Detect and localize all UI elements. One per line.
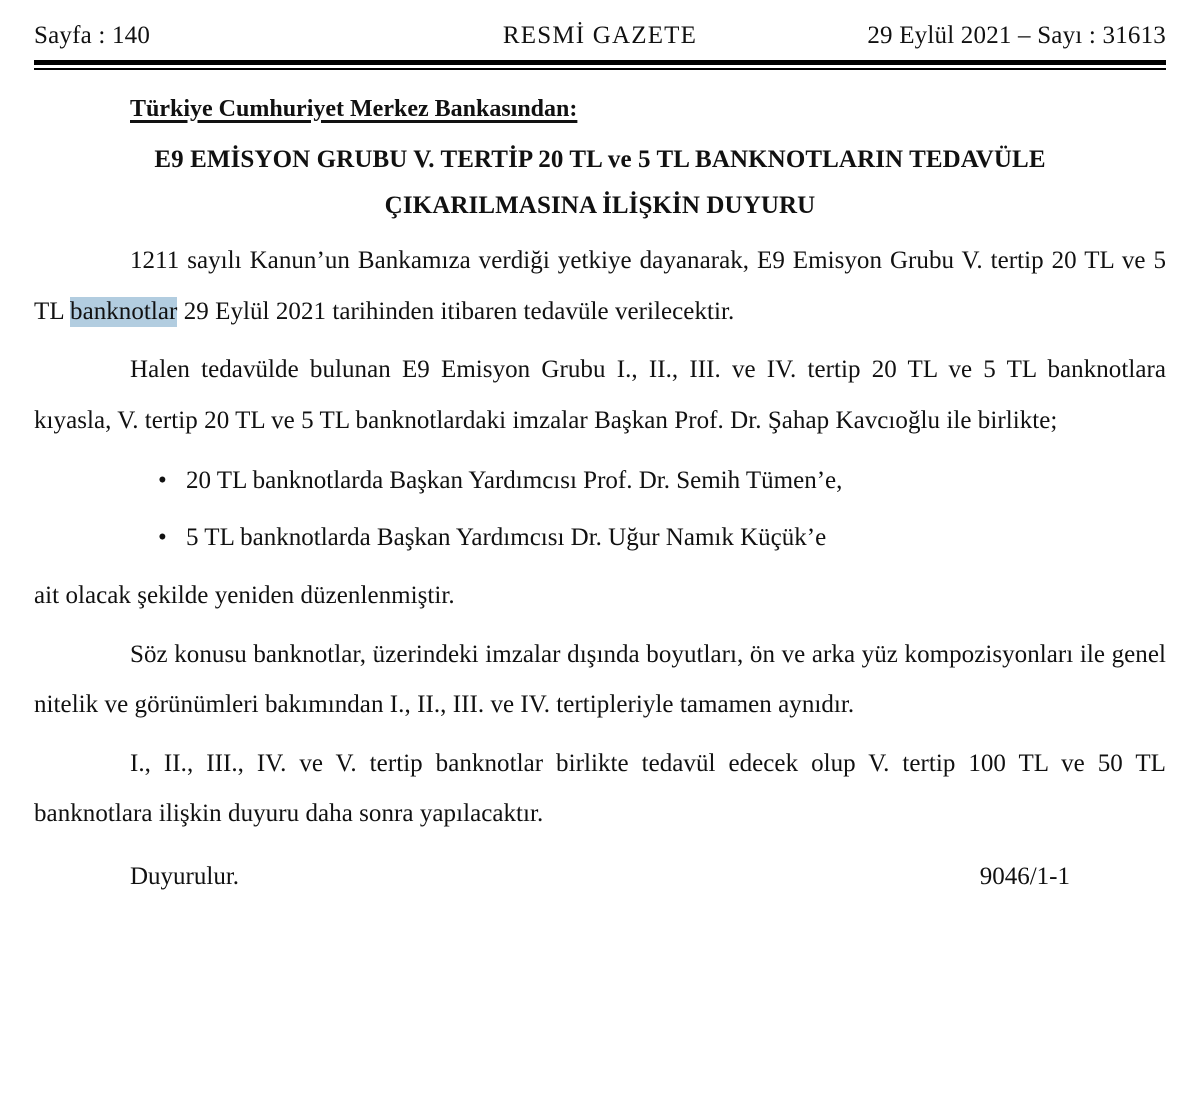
paragraph-1-after-selection: 29 Eylül 2021 tarihinden itibaren tedavüle verilecektir.: [177, 297, 735, 325]
paragraph-4: Söz konusu banknotlar, üzerindeki imzalar dışında boyutları, ön ve arka yüz kompozisyonları ile genel nitelik ve görünümleri bakımından I., II., III. ve IV. tertipleriyle tamamen aynıdır.: [34, 640, 1166, 718]
list-item-label: 20 TL banknotlarda Başkan Yardımcısı Prof. Dr. Semih Tümen’e,: [186, 467, 843, 494]
list-item: [34, 456, 1166, 507]
paragraph-1: [34, 236, 1166, 337]
page-title: [34, 137, 1166, 228]
header-publication-title: RESMİ GAZETE: [502, 22, 698, 49]
header-rule-thin: [34, 68, 1166, 70]
paragraph-5: I., II., III., IV. ve V. tertip banknotlar birlikte tedavül edecek olup V. tertip 100 TL ve 50 TL banknotlara ilişkin duyuru daha sonra yapılacaktır.: [34, 749, 1166, 827]
header-date-issue: 29 Eylül 2021 – Sayı : 31613: [867, 22, 1166, 49]
closing-line: [34, 852, 1166, 903]
signature-bullet-list: [34, 456, 1166, 563]
issuer-label: Türkiye Cumhuriyet Merkez Bankasından:: [130, 96, 578, 122]
title-line-2: ÇIKARILMASINA İLİŞKİN DUYURU: [384, 191, 816, 219]
issuer-line: [34, 96, 1166, 123]
paragraph-1-before-selection: 1211 sayılı Kanun’un Bankamıza verdiği yetkiye dayanarak, E9 Emisyon Grubu V. tertip 20 TL ve 5 TL: [34, 247, 1166, 325]
bullet-icon: •: [158, 523, 167, 551]
closing-text: Duyurulur.: [130, 862, 240, 890]
paragraph-2: Halen tedavülde bulunan E9 Emisyon Grubu I., II., III. ve IV. tertip 20 TL ve 5 TL banknotlara kıyasla, V. tertip 20 TL ve 5 TL banknotlardaki imzalar Başkan Prof. Dr. Şahap Kavcıoğlu ile birlikte;: [34, 356, 1166, 434]
page-header: [34, 22, 1166, 50]
list-item-label: 5 TL banknotlarda Başkan Yardımcısı Dr. Uğur Namık Küçük’e: [186, 523, 827, 551]
list-item: [34, 513, 1166, 564]
header-page-number: Sayfa : 140: [34, 22, 151, 49]
bullet-icon: •: [158, 467, 167, 494]
header-rule-thick: [34, 60, 1166, 65]
paragraph-3: ait olacak şekilde yeniden düzenlenmiştir.: [34, 582, 455, 609]
title-line-1: E9 EMİSYON GRUBU V. TERTİP 20 TL ve 5 TL BANKNOTLARIN TEDAVÜLE: [154, 146, 1046, 173]
selected-text-highlight[interactable]: banknotlar: [70, 297, 178, 325]
document-body: [34, 96, 1166, 902]
reference-number: 9046/1-1: [979, 862, 1070, 890]
